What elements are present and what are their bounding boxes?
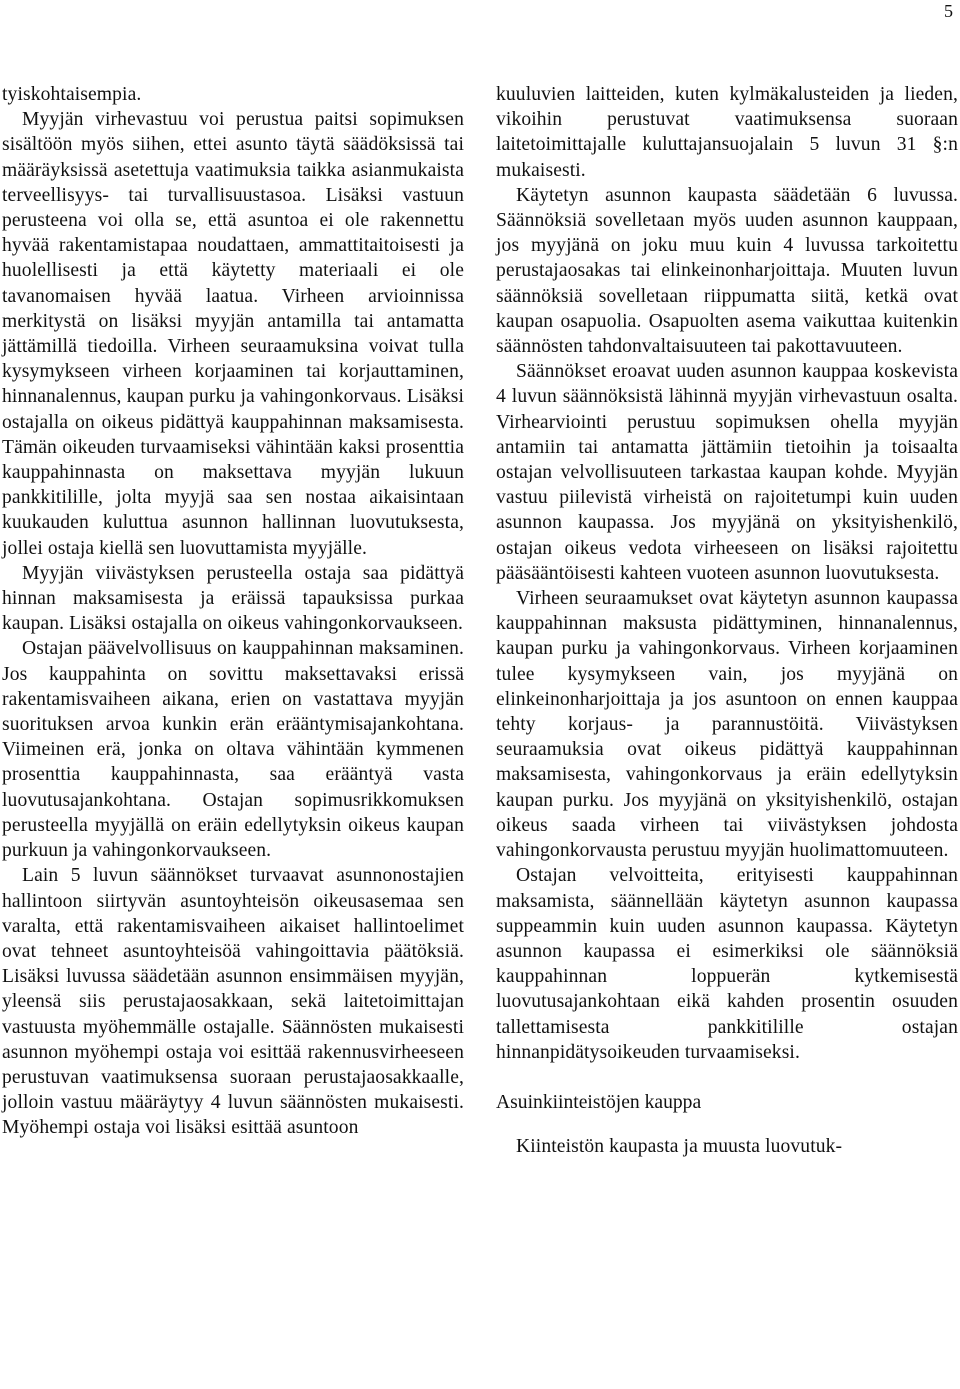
paragraph: Virheen seuraamukset ovat käytetyn asunnon kaupassa kauppahinnan maksusta pidättyminen, hinnanalennus, kaupan purku ja vahingonkorvaus. Virheen korjaaminen tulee kysymykseen vain, jos myyjänä on elinkeinonharjoittaja ja jos asuntoon on ennen kauppaa tehty korjaus- ja parannustöitä. Viivästyksen seuraamuksia ovat oikeus pidättyä kauppahinnan maksamisesta, vahingonkorvaus ja eräin edellytyksin kaupan purku. Jos myyjänä on yksityishenkilö, ostajan oikeus saada virheen tai viivästyksen johdosta vahingonkorvausta perustuu myyjän huolimattomuuteen. — [496, 588, 958, 862]
paragraph: Säännökset eroavat uuden asunnon kauppaa koskevista 4 luvun säännöksistä lähinnä myyjän virhevastuun osalta. Virhearviointi perustuu sopimuksen ohella myyjän antamiin tai antamatta jättämiin tietoihin ja toisaalta ostajan velvollisuuteen tarkastaa kaupan kohde. Myyjän vastuu piilevistä virheistä on rajoitetumpi kuin uuden asunnon kaupassa. Jos myyjänä on yksityishenkilö, ostajan oikeus vedota virheeseen on lisäksi rajoitettu pääsääntöisesti kahteen vuoteen asunnon luovutuksesta. — [496, 361, 958, 584]
paragraph: Käytetyn asunnon kaupasta säädetään 6 luvussa. Säännöksiä sovelletaan myös uuden asunnon kauppaan, jos myyjänä on joku muu kuin 4 luvussa tarkoitettu perustajaosakas tai elinkeinonharjoittaja. Muuten luvun säännöksiä sovelletaan riippumatta siitä, ketkä ovat kaupan osapuolia. Osapuolten asema vaikuttaa kuitenkin säännösten tahdonvaltaisuuteen tai pakottavuuteen. — [496, 184, 958, 358]
paragraph: Lain 5 luvun säännökset turvaavat asunnonostajien hallintoon siirtyvän asuntoyhteisön oikeusasemaa sen varalta, että rakentamisvaiheen aikaiset hallintoelimet ovat tehneet asuntoyhteisöä vahingoittavia päätöksiä. Lisäksi luvussa säädetään asunnon ensimmäisen myyjän, yleensä siis perustajaosakkaan, sekä laitetoimittajan vastuusta myöhemmälle ostajalle. Säännösten mukaisesti asunnon myöhempi ostaja voi esittää rakennusvirheeseen perustuvan vaatimuksensa suoraan perustajaosakkaalle, jolloin vastuu määräytyy 4 luvun säännösten mukaisesti. Myöhempi ostaja voi lisäksi esittää asuntoon — [2, 865, 464, 1139]
paragraph: Myyjän virhevastuu voi perustua paitsi sopimuksen sisältöön myös siihen, ettei asunto täytä säädöksissä tai määräyksissä asetettuja vaatimuksia taikka asianmukaista terveellisyys- tai turvallisuustasoa. Lisäksi vastuun perusteena voi olla se, että asuntoa ei ole rakennettu hyvää rakentamistapaa noudattaen, ammattitaitoisesti ja huolellisesti ja että käytetty materiaali ei ole tavanomaisen hyvää laatua. Virheen arvioinnissa merkitystä on lisäksi myyjän antamilla tai antamatta jättämillä tiedoilla. Virheen seuraamuksina voivat tulla kysymykseen virheen korjaaminen tai korjauttaminen, hinnanalennus, kaupan purku ja vahingonkorvaus. Lisäksi ostajalla on oikeus pidättyä kauppahinnan maksamisesta. Tämän oikeuden turvaamiseksi vähintään kaksi prosenttia kauppahinnasta on maksettava myyjän lukuun pankkitilille, jolta myyjä saa sen nostaa aikaisintaan kuukauden kuluttua asunnon hallinnan luovutuksesta, jollei ostaja kiellä sen luovuttamista myyjälle. — [2, 109, 464, 559]
paragraph: kuuluvien laitteiden, kuten kylmäkalusteiden ja lieden, vikoihin perustuvat vaatimuksensa suoraan laitetoimittajalle kuluttajansuojalain 5 luvun 31 §:n mukaisesti. — [496, 84, 958, 181]
section-first-line: Kiinteistön kaupasta ja muusta luovutuk- — [516, 1136, 843, 1158]
left-column — [2, 82, 464, 1141]
page-number: 5 — [944, 1, 953, 21]
section-heading: Asuinkiinteistöjen kauppa — [496, 1091, 702, 1113]
paragraph: Ostajan velvoitteita, erityisesti kauppahinnan maksamista, säännellään käytetyn asunnon kaupassa suppeammin kuin uuden asunnon kaupassa. Käytetyn asunnon kaupassa ei esimerkiksi ole säännöksiä kauppahinnan loppuerän kytkemisestä luovutusajankohtaan eikä kahden prosentin osuuden tallettamisesta pankkitilille ostajan hinnanpidätysoikeuden turvaamiseksi. — [496, 865, 958, 1063]
paragraph: Myyjän viivästyksen perusteella ostaja saa pidättyä hinnan maksamisesta ja eräissä tapauksissa purkaa kaupan. Lisäksi ostajalla on oikeus vahingonkorvaukseen. — [2, 562, 464, 635]
right-column — [496, 82, 958, 1159]
paragraph: tyiskohtaisempia. — [2, 84, 142, 105]
paragraph: Ostajan päävelvollisuus on kauppahinnan maksaminen. Jos kauppahinta on sovittu maksettavaksi erissä rakentamisvaiheen aikana, erien on vastattava myyjän suorituksen arvoa kunkin erän erääntymisajankohtana. Viimeinen erä, jonka on oltava vähintään kymmenen prosenttia kauppahinnasta, saa erääntyä vasta luovutusajankohtana. Ostajan sopimusrikkomuksen perusteella myyjällä on eräin edellytyksin oikeus kaupan purkuun ja vahingonkorvaukseen. — [2, 638, 464, 862]
